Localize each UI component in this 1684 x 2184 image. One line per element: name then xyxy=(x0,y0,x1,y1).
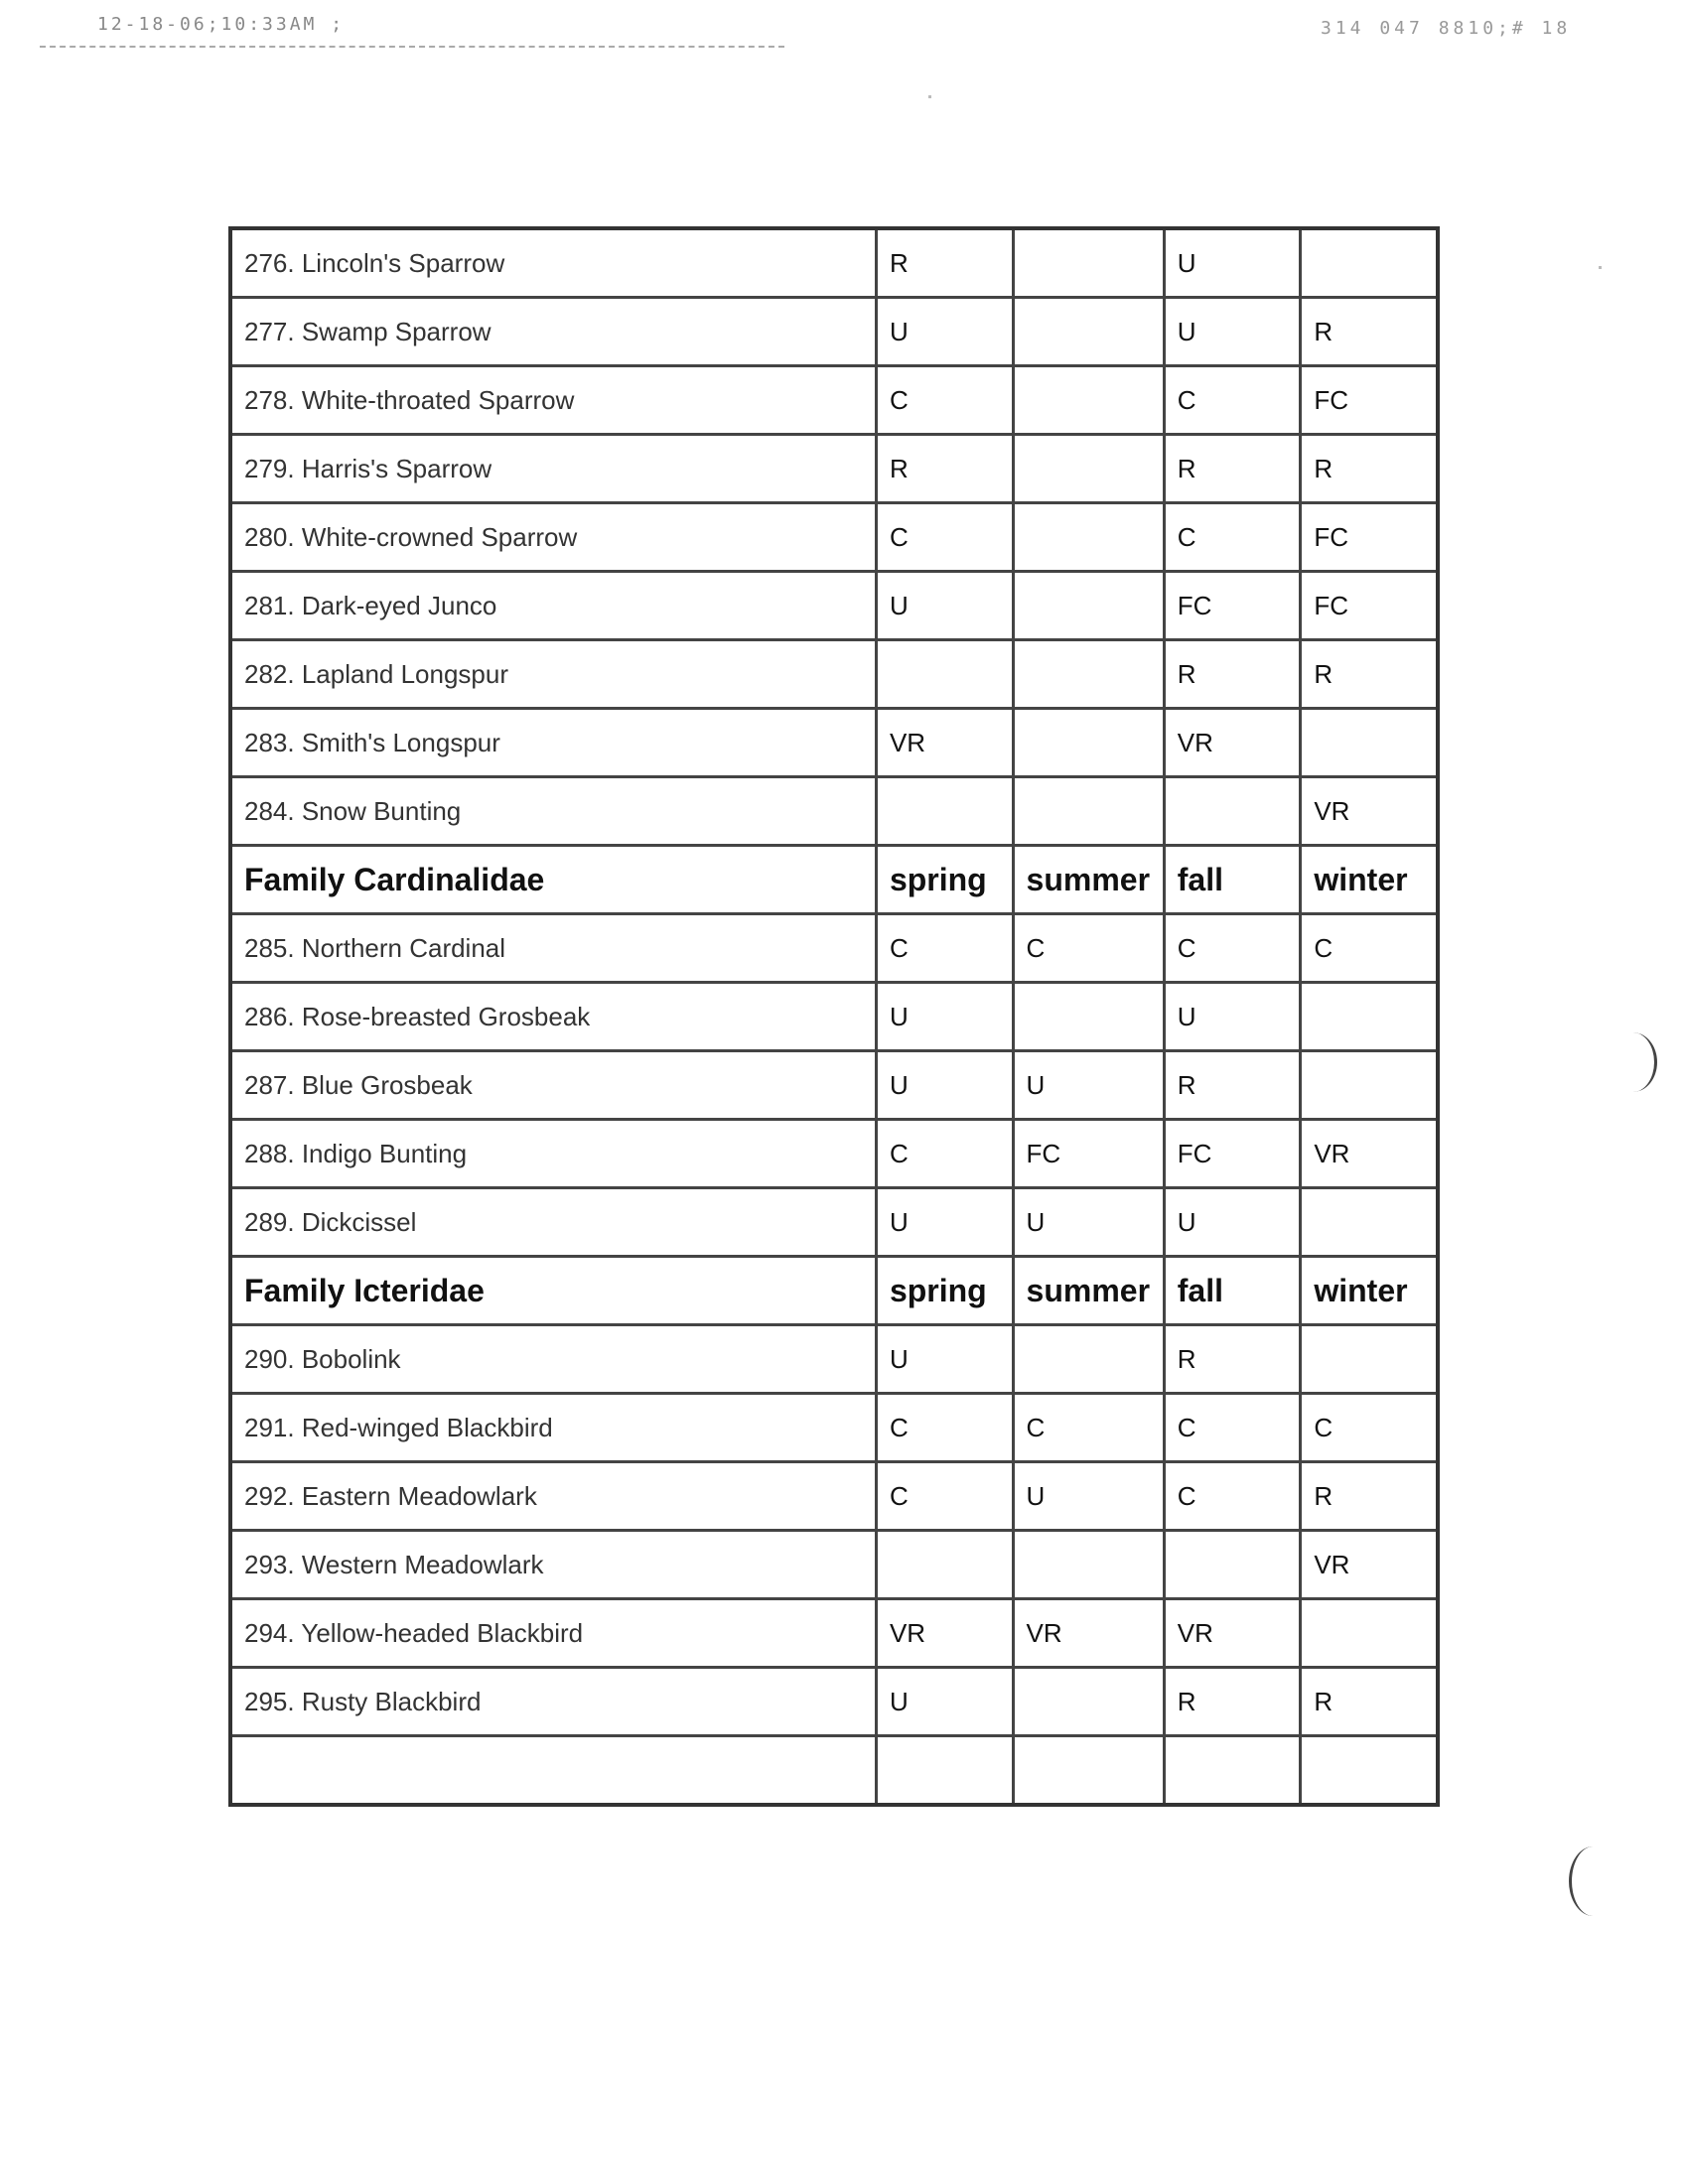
summer-status-cell: U xyxy=(1013,1188,1164,1257)
summer-status-cell xyxy=(1013,572,1164,640)
scan-speck xyxy=(928,95,931,98)
table-row xyxy=(230,1325,1438,1394)
species-name-cell: 293. Western Meadowlark xyxy=(230,1531,876,1599)
fall-status-cell xyxy=(1164,1736,1301,1806)
spring-status-cell: U xyxy=(876,1188,1013,1257)
winter-status-cell xyxy=(1301,1736,1438,1806)
species-name-cell: 286. Rose-breasted Grosbeak xyxy=(230,983,876,1051)
species-name-cell: 294. Yellow-headed Blackbird xyxy=(230,1599,876,1668)
species-name-cell: 282. Lapland Longspur xyxy=(230,640,876,709)
summer-status-cell: C xyxy=(1013,1394,1164,1462)
winter-status-cell: winter xyxy=(1301,846,1438,914)
species-name-cell: 281. Dark-eyed Junco xyxy=(230,572,876,640)
summer-status-cell xyxy=(1013,1325,1164,1394)
table-body xyxy=(230,228,1438,1805)
summer-status-cell xyxy=(1013,640,1164,709)
species-name-cell: 285. Northern Cardinal xyxy=(230,914,876,983)
winter-status-cell: VR xyxy=(1301,1120,1438,1188)
fall-status-cell: R xyxy=(1164,1051,1301,1120)
spring-status-cell: C xyxy=(876,1394,1013,1462)
summer-status-cell: U xyxy=(1013,1051,1164,1120)
fall-status-cell: U xyxy=(1164,298,1301,366)
table-row xyxy=(230,983,1438,1051)
winter-status-cell xyxy=(1301,1188,1438,1257)
spring-status-cell: spring xyxy=(876,846,1013,914)
summer-status-cell xyxy=(1013,228,1164,298)
table-row xyxy=(230,914,1438,983)
table-row xyxy=(230,640,1438,709)
spring-status-cell: U xyxy=(876,572,1013,640)
table-row xyxy=(230,298,1438,366)
species-name-cell: 287. Blue Grosbeak xyxy=(230,1051,876,1120)
summer-status-cell: summer xyxy=(1013,1257,1164,1325)
winter-status-cell xyxy=(1301,1599,1438,1668)
species-name-cell: 279. Harris's Sparrow xyxy=(230,435,876,503)
species-name-cell: 289. Dickcissel xyxy=(230,1188,876,1257)
winter-status-cell: R xyxy=(1301,1668,1438,1736)
fall-status-cell: C xyxy=(1164,1394,1301,1462)
fall-status-cell: U xyxy=(1164,228,1301,298)
fall-status-cell: VR xyxy=(1164,709,1301,777)
species-name-cell: 295. Rusty Blackbird xyxy=(230,1668,876,1736)
winter-status-cell: C xyxy=(1301,914,1438,983)
spring-status-cell: R xyxy=(876,435,1013,503)
winter-status-cell: R xyxy=(1301,298,1438,366)
table-row xyxy=(230,1120,1438,1188)
winter-status-cell xyxy=(1301,1325,1438,1394)
summer-status-cell xyxy=(1013,298,1164,366)
table-row xyxy=(230,366,1438,435)
spring-status-cell xyxy=(876,640,1013,709)
summer-status-cell xyxy=(1013,366,1164,435)
spring-status-cell: C xyxy=(876,914,1013,983)
fall-status-cell: C xyxy=(1164,1462,1301,1531)
table-row xyxy=(230,1668,1438,1736)
table-row xyxy=(230,228,1438,298)
scan-speck xyxy=(1599,266,1602,269)
winter-status-cell: VR xyxy=(1301,1531,1438,1599)
fall-status-cell: U xyxy=(1164,1188,1301,1257)
species-name-cell: 290. Bobolink xyxy=(230,1325,876,1394)
table-row xyxy=(230,1462,1438,1531)
family-header-row xyxy=(230,846,1438,914)
winter-status-cell: C xyxy=(1301,1394,1438,1462)
bird-season-table xyxy=(228,226,1440,1807)
spring-status-cell: U xyxy=(876,1325,1013,1394)
winter-status-cell xyxy=(1301,228,1438,298)
spring-status-cell: R xyxy=(876,228,1013,298)
winter-status-cell: FC xyxy=(1301,572,1438,640)
winter-status-cell: FC xyxy=(1301,503,1438,572)
blank-row xyxy=(230,1736,1438,1806)
species-name-cell xyxy=(230,1736,876,1806)
summer-status-cell: U xyxy=(1013,1462,1164,1531)
fall-status-cell: C xyxy=(1164,366,1301,435)
winter-status-cell xyxy=(1301,1051,1438,1120)
spring-status-cell xyxy=(876,1736,1013,1806)
fax-header-rule xyxy=(40,46,784,48)
summer-status-cell xyxy=(1013,1531,1164,1599)
summer-status-cell: FC xyxy=(1013,1120,1164,1188)
spring-status-cell: VR xyxy=(876,709,1013,777)
spring-status-cell: C xyxy=(876,1120,1013,1188)
table-row xyxy=(230,503,1438,572)
summer-status-cell xyxy=(1013,777,1164,846)
spring-status-cell xyxy=(876,777,1013,846)
fall-status-cell xyxy=(1164,1531,1301,1599)
species-name-cell: 283. Smith's Longspur xyxy=(230,709,876,777)
summer-status-cell xyxy=(1013,709,1164,777)
summer-status-cell xyxy=(1013,503,1164,572)
summer-status-cell xyxy=(1013,1668,1164,1736)
fax-timestamp: 12-18-06;10:33AM ; xyxy=(97,14,346,35)
fall-status-cell: R xyxy=(1164,640,1301,709)
summer-status-cell xyxy=(1013,1736,1164,1806)
family-name-cell: Family Cardinalidae xyxy=(230,846,876,914)
summer-status-cell: summer xyxy=(1013,846,1164,914)
table-row xyxy=(230,435,1438,503)
fall-status-cell: FC xyxy=(1164,572,1301,640)
table-row xyxy=(230,1599,1438,1668)
fax-page-info: 314 047 8810;# 18 xyxy=(1321,18,1572,39)
summer-status-cell xyxy=(1013,435,1164,503)
species-name-cell: 276. Lincoln's Sparrow xyxy=(230,228,876,298)
scan-mark-bracket-right xyxy=(1609,1032,1657,1092)
fall-status-cell xyxy=(1164,777,1301,846)
family-name-cell: Family Icteridae xyxy=(230,1257,876,1325)
table-row xyxy=(230,777,1438,846)
spring-status-cell: C xyxy=(876,1462,1013,1531)
spring-status-cell: U xyxy=(876,1051,1013,1120)
winter-status-cell: R xyxy=(1301,1462,1438,1531)
table-row xyxy=(230,1531,1438,1599)
spring-status-cell: C xyxy=(876,366,1013,435)
winter-status-cell: VR xyxy=(1301,777,1438,846)
table-row xyxy=(230,572,1438,640)
species-name-cell: 284. Snow Bunting xyxy=(230,777,876,846)
fall-status-cell: VR xyxy=(1164,1599,1301,1668)
spring-status-cell: VR xyxy=(876,1599,1013,1668)
species-name-cell: 280. White-crowned Sparrow xyxy=(230,503,876,572)
winter-status-cell xyxy=(1301,983,1438,1051)
species-name-cell: 288. Indigo Bunting xyxy=(230,1120,876,1188)
species-name-cell: 278. White-throated Sparrow xyxy=(230,366,876,435)
spring-status-cell: spring xyxy=(876,1257,1013,1325)
spring-status-cell: U xyxy=(876,1668,1013,1736)
winter-status-cell: winter xyxy=(1301,1257,1438,1325)
fall-status-cell: fall xyxy=(1164,846,1301,914)
winter-status-cell: R xyxy=(1301,640,1438,709)
fall-status-cell: R xyxy=(1164,1325,1301,1394)
spring-status-cell: C xyxy=(876,503,1013,572)
species-name-cell: 292. Eastern Meadowlark xyxy=(230,1462,876,1531)
fall-status-cell: C xyxy=(1164,503,1301,572)
spring-status-cell xyxy=(876,1531,1013,1599)
winter-status-cell xyxy=(1301,709,1438,777)
fall-status-cell: R xyxy=(1164,435,1301,503)
table-row xyxy=(230,1188,1438,1257)
winter-status-cell: FC xyxy=(1301,366,1438,435)
summer-status-cell xyxy=(1013,983,1164,1051)
fall-status-cell: fall xyxy=(1164,1257,1301,1325)
spring-status-cell: U xyxy=(876,983,1013,1051)
table-row xyxy=(230,1394,1438,1462)
fall-status-cell: C xyxy=(1164,914,1301,983)
fall-status-cell: U xyxy=(1164,983,1301,1051)
winter-status-cell: R xyxy=(1301,435,1438,503)
fall-status-cell: FC xyxy=(1164,1120,1301,1188)
species-name-cell: 277. Swamp Sparrow xyxy=(230,298,876,366)
spring-status-cell: U xyxy=(876,298,1013,366)
summer-status-cell: VR xyxy=(1013,1599,1164,1668)
scan-mark-bracket-left xyxy=(1569,1846,1617,1916)
fall-status-cell: R xyxy=(1164,1668,1301,1736)
table-row xyxy=(230,1051,1438,1120)
summer-status-cell: C xyxy=(1013,914,1164,983)
species-name-cell: 291. Red-winged Blackbird xyxy=(230,1394,876,1462)
table-row xyxy=(230,709,1438,777)
family-header-row xyxy=(230,1257,1438,1325)
